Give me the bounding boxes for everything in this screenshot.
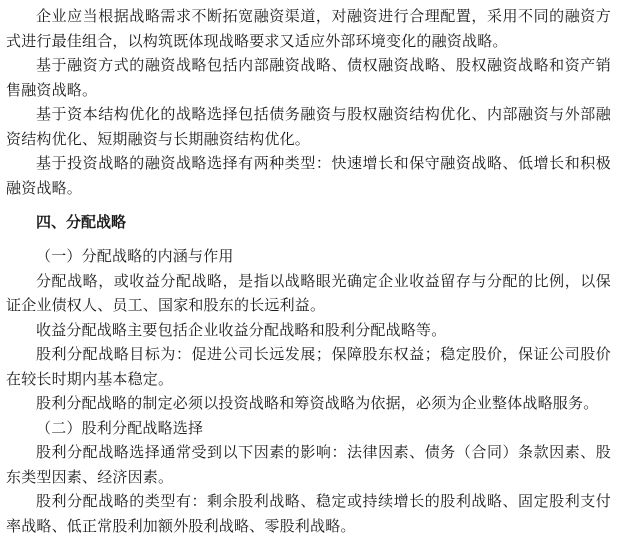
paragraph-investment-strategy: 基于投资战略的融资战略选择有两种类型：快速增长和保守融资战略、低增长和积极融资战略。 [6, 154, 611, 197]
section-heading-distribution-strategy: 四、分配战略 [36, 213, 127, 231]
paragraph-capital-structure: 基于资本结构优化的战略选择包括债务融资与股权融资结构优化、内部融资与外部融资结构优化、短期融资与长期融资结构优化。 [6, 105, 611, 148]
paragraph-distribution-types: 收益分配战略主要包括企业收益分配战略和股利分配战略等。 [36, 320, 447, 339]
paragraph-distribution-definition: 分配战略，或收益分配战略，是指以战略眼光确定企业收益留存与分配的比例，以保证企业债权人、员工、国家和股东的长远利益。 [6, 271, 611, 314]
subsection-title-dividend-choice: （二）股利分配战略选择 [36, 418, 204, 437]
paragraph-financing-methods: 基于融资方式的融资战略包括内部融资战略、债权融资战略、股权融资战略和资产销售融资战略。 [6, 56, 611, 99]
paragraph-dividend-goals: 股利分配战略目标为：促进公司长远发展；保障股东权益；稳定股价，保证公司股价在较长时期内基本稳定。 [6, 345, 611, 388]
paragraph-financing-allocation: 企业应当根据战略需求不断拓宽融资渠道，对融资进行合理配置，采用不同的融资方式进行最佳组合，以构筑既体现战略要求又适应外部环境变化的融资战略。 [6, 7, 611, 50]
paragraph-dividend-factors: 股利分配战略选择通常受到以下因素的影响：法律因素、债务（合同）条款因素、股东类型因素、经济因素。 [6, 443, 611, 486]
paragraph-dividend-strategy-types: 股利分配战略的类型有：剩余股利战略、稳定或持续增长的股利战略、固定股利支付率战略、低正常股利加额外股利战略、零股利战略。 [6, 492, 611, 535]
subsection-title-connotation: （一）分配战略的内涵与作用 [36, 247, 234, 265]
paragraph-dividend-basis: 股利分配战略的制定必须以投资战略和筹资战略为依据，必须为企业整体战略服务。 [36, 394, 599, 412]
